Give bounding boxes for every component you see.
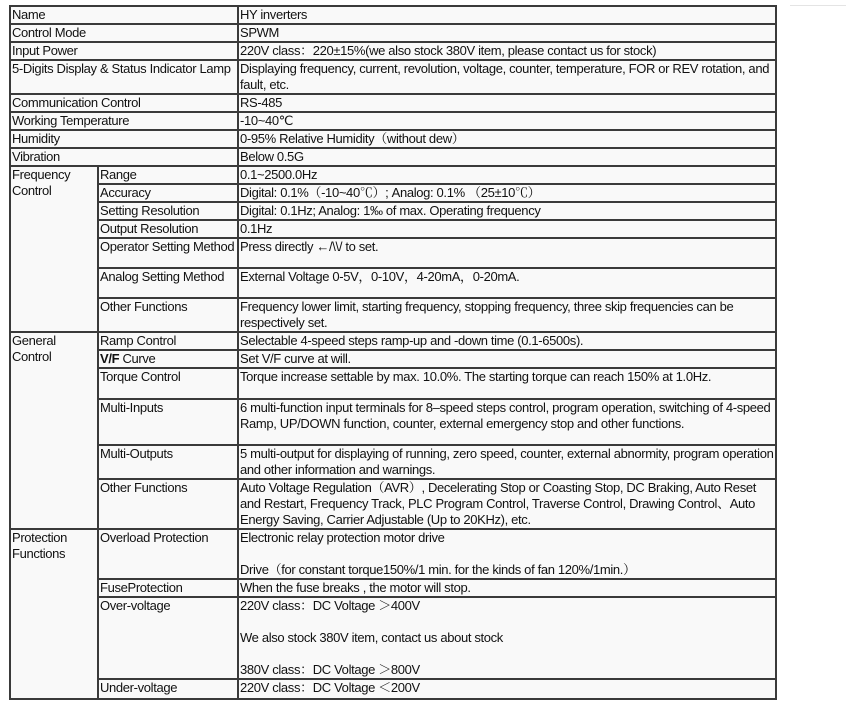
over-voltage-label: Over-voltage: [98, 597, 238, 679]
torque-control-label: Torque Control: [98, 368, 238, 399]
range-value: 0.1~2500.0Hz: [238, 166, 776, 184]
table-row: [10, 112, 776, 130]
table-row: [10, 579, 776, 597]
ramp-control-value: Selectable 4-speed steps ramp-up and -down time (0.1-6500s).: [238, 332, 776, 350]
operator-setting-method-label: Operator Setting Method: [98, 238, 238, 268]
table-row: [10, 24, 776, 42]
table-row: [10, 60, 776, 94]
table-row: [10, 42, 776, 60]
table-row: [10, 220, 776, 238]
other-functions-label: Other Functions: [98, 479, 238, 529]
page-divider: [790, 5, 846, 6]
control-mode-value: SPWM: [238, 24, 776, 42]
input-power-value: 220V class：220±15%(we also stock 380V item, please contact us for stock): [238, 42, 776, 60]
input-power-label: Input Power: [10, 42, 238, 60]
multi-inputs-label: Multi-Inputs: [98, 399, 238, 445]
under-voltage-value: 220V class：DC Voltage ＜200V: [238, 679, 776, 699]
table-row: [10, 184, 776, 202]
5-digits-display-status-indicator-lamp-value: Displaying frequency, current, revolution, voltage, counter, temperature, FOR or REV rotation, and fault, etc.: [238, 60, 776, 94]
table-row: [10, 238, 776, 268]
ramp-control-label: Ramp Control: [98, 332, 238, 350]
output-resolution-value: 0.1Hz: [238, 220, 776, 238]
v-f-curve-value: Set V/F curve at will.: [238, 350, 776, 368]
table-row: [10, 479, 776, 529]
label-part: Curve: [119, 351, 156, 366]
table-row: [10, 399, 776, 445]
name-value: HY inverters: [238, 6, 776, 24]
vibration-label: Vibration: [10, 148, 238, 166]
multi-outputs-value: 5 multi-output for displaying of running, zero speed, counter, external abnormity, program operation and other information and warnings.: [238, 445, 776, 479]
working-temperature-label: Working Temperature: [10, 112, 238, 130]
table-row: [10, 202, 776, 220]
range-label: Range: [98, 166, 238, 184]
other-functions-value: Auto Voltage Regulation（AVR）, Decelerating Stop or Coasting Stop, DC Braking, Auto Reset and Restart, Frequency Track, PLC Program Control, Traverse Control, Drawing Control、Auto Energy Saving, Carrier Adjustable (Up to 20KHz), etc.: [238, 479, 776, 529]
humidity-label: Humidity: [10, 130, 238, 148]
communication-control-label: Communication Control: [10, 94, 238, 112]
communication-control-value: RS-485: [238, 94, 776, 112]
table-row: [10, 130, 776, 148]
table-row: [10, 368, 776, 399]
humidity-value: 0-95% Relative Humidity（without dew）: [238, 130, 776, 148]
table-row: [10, 679, 776, 699]
accuracy-value: Digital: 0.1%（-10~40℃）; Analog: 0.1% （25±10℃）: [238, 184, 776, 202]
group-general-control: General Control: [10, 332, 98, 529]
torque-control-value: Torque increase settable by max. 10.0%. The starting torque can reach 150% at 1.0Hz.: [238, 368, 776, 399]
analog-setting-method-value: External Voltage 0-5V，0-10V，4-20mA，0-20mA.: [238, 268, 776, 298]
table-row: [10, 350, 776, 368]
table-row: [10, 445, 776, 479]
overload-protection-value: Electronic relay protection motor drive Drive（for constant torque150%/1 min. for the kinds of fan 120%/1min.）: [238, 529, 776, 579]
table-row: [10, 597, 776, 679]
table-row: [10, 6, 776, 24]
fuseprotection-label: FuseProtection: [98, 579, 238, 597]
setting-resolution-value: Digital: 0.1Hz; Analog: 1‰ of max. Operating frequency: [238, 202, 776, 220]
vibration-value: Below 0.5G: [238, 148, 776, 166]
over-voltage-value: 220V class：DC Voltage ＞400V We also stock 380V item, contact us about stock 380V class：DC Voltage ＞800V: [238, 597, 776, 679]
table-row: [10, 268, 776, 298]
output-resolution-label: Output Resolution: [98, 220, 238, 238]
table-row: [10, 332, 776, 350]
other-functions-value: Frequency lower limit, starting frequency, stopping frequency, three skip frequencies can be respectively set.: [238, 298, 776, 332]
5-digits-display-status-indicator-lamp-label: 5-Digits Display & Status Indicator Lamp: [10, 60, 238, 94]
analog-setting-method-label: Analog Setting Method: [98, 268, 238, 298]
spec-table: [9, 5, 777, 700]
label-bold-part: V/F: [100, 351, 120, 366]
multi-outputs-label: Multi-Outputs: [98, 445, 238, 479]
under-voltage-label: Under-voltage: [98, 679, 238, 699]
table-row: [10, 94, 776, 112]
overload-protection-label: Overload Protection: [98, 529, 238, 579]
group-frequency-control: Frequency Control: [10, 166, 98, 332]
v-f-curve-label: [98, 350, 238, 368]
control-mode-label: Control Mode: [10, 24, 238, 42]
multi-inputs-value: 6 multi-function input terminals for 8–speed steps control, program operation, switching of 4-speed Ramp, UP/DOWN function, counter, external emergency stop and other functions.: [238, 399, 776, 445]
other-functions-label: Other Functions: [98, 298, 238, 332]
working-temperature-value: -10~40℃: [238, 112, 776, 130]
setting-resolution-label: Setting Resolution: [98, 202, 238, 220]
accuracy-label: Accuracy: [98, 184, 238, 202]
fuseprotection-value: When the fuse breaks , the motor will stop.: [238, 579, 776, 597]
table-row: [10, 166, 776, 184]
operator-setting-method-value: Press directly ←/\\/ to set.: [238, 238, 776, 268]
group-protection-functions: Protection Functions: [10, 529, 98, 699]
table-row: [10, 148, 776, 166]
name-label: Name: [10, 6, 238, 24]
table-row: [10, 529, 776, 579]
table-row: [10, 298, 776, 332]
